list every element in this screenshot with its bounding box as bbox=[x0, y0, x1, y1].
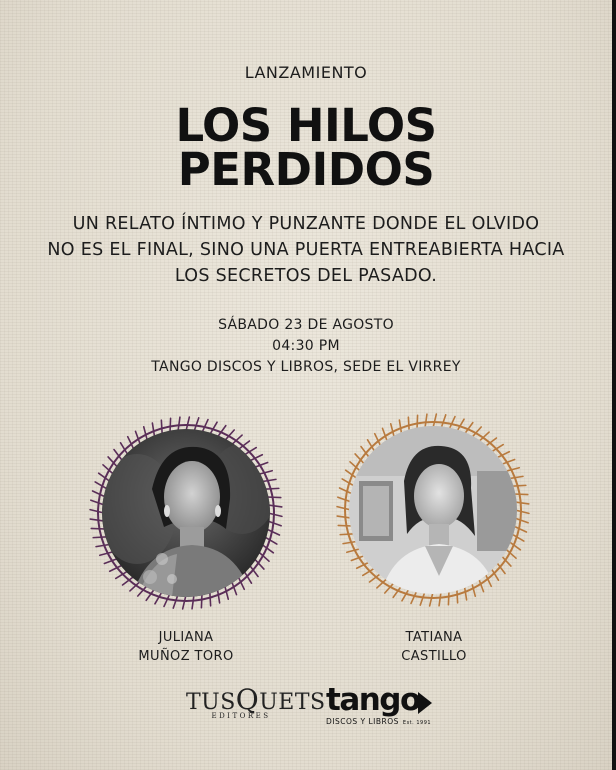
author-first-name: JULIANA bbox=[158, 630, 214, 645]
event-time: 04:30 PM bbox=[272, 338, 340, 354]
author-first-name: TATIANA bbox=[405, 630, 463, 645]
author-last-name: CASTILLO bbox=[401, 649, 467, 664]
book-blurb bbox=[0, 211, 612, 289]
author-name-2 bbox=[334, 628, 534, 666]
blurb-line: UN RELATO ÍNTIMO Y PUNZANTE DONDE EL OLVIDO bbox=[72, 214, 540, 234]
book-title bbox=[0, 99, 612, 196]
tango-est: Est. 1991 bbox=[402, 719, 432, 726]
author-photo bbox=[102, 429, 270, 597]
author-photo bbox=[349, 426, 517, 594]
tango-sub: DISCOS Y LIBROS bbox=[326, 716, 399, 726]
author-portrait-1 bbox=[81, 408, 291, 618]
tango-word: tango bbox=[326, 682, 420, 718]
blurb-line: LOS SECRETOS DEL PASADO. bbox=[174, 266, 438, 286]
eyebrow-label: LANZAMIENTO bbox=[244, 63, 368, 82]
author-name-1 bbox=[86, 628, 286, 666]
tusquets-word-b: Q bbox=[235, 683, 260, 716]
author-last-name: MUÑOZ TORO bbox=[138, 649, 234, 664]
event-venue: TANGO DISCOS Y LIBROS, SEDE EL VIRREY bbox=[151, 359, 461, 375]
book-title-line-1: LOS HILOS bbox=[175, 99, 437, 152]
play-icon bbox=[418, 692, 432, 714]
tusquets-word-a: TUS bbox=[186, 690, 236, 715]
tango-logo bbox=[326, 682, 432, 726]
event-details bbox=[0, 315, 612, 378]
blurb-line: NO ES EL FINAL, SINO UNA PUERTA ENTREABIERTA HACIA bbox=[47, 240, 565, 260]
book-title-line-2: PERDIDOS bbox=[177, 143, 435, 196]
author-portrait-2 bbox=[328, 405, 538, 615]
tusquets-word-c: UETS bbox=[259, 690, 326, 715]
tusquets-logo bbox=[186, 683, 326, 720]
tusquets-sub: EDITORES bbox=[211, 712, 271, 720]
right-edge-border bbox=[612, 0, 616, 770]
event-date: SÁBADO 23 DE AGOSTO bbox=[218, 317, 394, 333]
